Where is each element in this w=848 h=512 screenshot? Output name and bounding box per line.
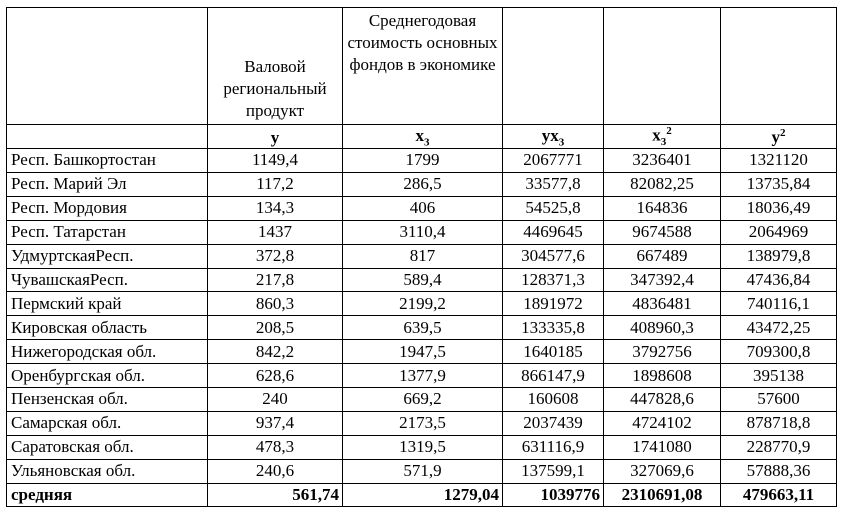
value-y: 240,6 [208, 459, 343, 483]
region-name: Пензенская обл. [7, 387, 208, 411]
value-x3: 1377,9 [343, 364, 503, 388]
value-x3: 406 [343, 196, 503, 220]
value-x3: 286,5 [343, 172, 503, 196]
value-yx3: 866147,9 [503, 364, 604, 388]
value-y: 372,8 [208, 244, 343, 268]
header-fixed-assets: Среднегодовая стоимость основных фондов в экономике [343, 8, 503, 125]
value-x3: 639,5 [343, 316, 503, 340]
table-row [7, 387, 837, 411]
value-yx3: 2067771 [503, 149, 604, 173]
average-label: средняя [7, 483, 208, 506]
value-yx3: 128371,3 [503, 268, 604, 292]
value-yx3: 54525,8 [503, 196, 604, 220]
value-ysq: 138979,8 [721, 244, 837, 268]
symbol-yx3: $yx_3$ [503, 125, 604, 149]
average-y: 561,74 [208, 483, 343, 506]
value-ysq: 2064969 [721, 220, 837, 244]
average-yx3: 1039776 [503, 483, 604, 506]
value-yx3: 4469645 [503, 220, 604, 244]
average-ysq: 479663,11 [721, 483, 837, 506]
average-x3sq: 2310691,08 [604, 483, 721, 506]
value-ysq: 878718,8 [721, 411, 837, 435]
value-x3: 3110,4 [343, 220, 503, 244]
value-x3sq: 164836 [604, 196, 721, 220]
value-y: 937,4 [208, 411, 343, 435]
symbol-empty-cell [7, 125, 208, 149]
average-x3: 1279,04 [343, 483, 503, 506]
region-name: Самарская обл. [7, 411, 208, 435]
value-x3sq: 408960,3 [604, 316, 721, 340]
value-ysq: 709300,8 [721, 340, 837, 364]
value-x3sq: 82082,25 [604, 172, 721, 196]
value-x3: 1799 [343, 149, 503, 173]
header-gdp: Валовой региональный продукт [208, 8, 343, 125]
value-ysq: 57888,36 [721, 459, 837, 483]
value-ysq: 740116,1 [721, 292, 837, 316]
table-row [7, 220, 837, 244]
value-ysq: 43472,25 [721, 316, 837, 340]
region-name: Оренбургская обл. [7, 364, 208, 388]
value-y: 842,2 [208, 340, 343, 364]
value-x3: 589,4 [343, 268, 503, 292]
table-row [7, 292, 837, 316]
value-ysq: 1321120 [721, 149, 837, 173]
value-yx3: 1891972 [503, 292, 604, 316]
value-x3sq: 327069,6 [604, 459, 721, 483]
header-row [7, 8, 837, 125]
value-ysq: 57600 [721, 387, 837, 411]
value-x3: 1947,5 [343, 340, 503, 364]
value-x3: 669,2 [343, 387, 503, 411]
table-row [7, 364, 837, 388]
value-x3sq: 9674588 [604, 220, 721, 244]
value-y: 860,3 [208, 292, 343, 316]
value-y: 208,5 [208, 316, 343, 340]
value-x3sq: 447828,6 [604, 387, 721, 411]
value-ysq: 18036,49 [721, 196, 837, 220]
table-row [7, 172, 837, 196]
region-name: УдмуртскаяРесп. [7, 244, 208, 268]
value-y: 134,3 [208, 196, 343, 220]
symbol-x3: $x_3$ [343, 125, 503, 149]
value-ysq: 13735,84 [721, 172, 837, 196]
value-x3: 2199,2 [343, 292, 503, 316]
value-x3sq: 667489 [604, 244, 721, 268]
symbol-y: y [208, 125, 343, 149]
value-x3sq: 4724102 [604, 411, 721, 435]
header-empty-cell [7, 8, 208, 125]
header-yx3 [503, 8, 604, 125]
value-yx3: 133335,8 [503, 316, 604, 340]
region-name: Респ. Татарстан [7, 220, 208, 244]
value-yx3: 137599,1 [503, 459, 604, 483]
table-row [7, 268, 837, 292]
table-row [7, 316, 837, 340]
value-y: 1149,4 [208, 149, 343, 173]
value-x3: 571,9 [343, 459, 503, 483]
value-x3sq: 1741080 [604, 435, 721, 459]
regression-table [6, 7, 837, 507]
value-x3sq: 3792756 [604, 340, 721, 364]
region-name: Респ. Мордовия [7, 196, 208, 220]
value-yx3: 33577,8 [503, 172, 604, 196]
table-row [7, 149, 837, 173]
value-ysq: 228770,9 [721, 435, 837, 459]
average-row [7, 483, 837, 506]
value-x3: 2173,5 [343, 411, 503, 435]
value-x3: 1319,5 [343, 435, 503, 459]
region-name: Нижегородская обл. [7, 340, 208, 364]
value-yx3: 2037439 [503, 411, 604, 435]
value-x3sq: 4836481 [604, 292, 721, 316]
value-y: 628,6 [208, 364, 343, 388]
value-y: 217,8 [208, 268, 343, 292]
region-name: Пермский край [7, 292, 208, 316]
value-x3sq: 3236401 [604, 149, 721, 173]
value-yx3: 1640185 [503, 340, 604, 364]
header-x3sq [604, 8, 721, 125]
region-name: Кировская область [7, 316, 208, 340]
value-x3: 817 [343, 244, 503, 268]
value-ysq: 47436,84 [721, 268, 837, 292]
region-name: Респ. Башкортостан [7, 149, 208, 173]
region-name: Саратовская обл. [7, 435, 208, 459]
table-row [7, 411, 837, 435]
symbol-row [7, 125, 837, 149]
value-ysq: 395138 [721, 364, 837, 388]
value-yx3: 160608 [503, 387, 604, 411]
value-yx3: 631116,9 [503, 435, 604, 459]
symbol-ysq: $y^2$ [721, 125, 837, 149]
value-x3sq: 347392,4 [604, 268, 721, 292]
region-name: ЧувашскаяРесп. [7, 268, 208, 292]
symbol-x3sq: $x_3^2$ [604, 125, 721, 149]
value-y: 1437 [208, 220, 343, 244]
table-row [7, 435, 837, 459]
table-row [7, 340, 837, 364]
region-name: Респ. Марий Эл [7, 172, 208, 196]
value-y: 117,2 [208, 172, 343, 196]
table-row [7, 244, 837, 268]
value-x3sq: 1898608 [604, 364, 721, 388]
header-ysq [721, 8, 837, 125]
table-row [7, 459, 837, 483]
value-y: 478,3 [208, 435, 343, 459]
table-row [7, 196, 837, 220]
value-yx3: 304577,6 [503, 244, 604, 268]
region-name: Ульяновская обл. [7, 459, 208, 483]
value-y: 240 [208, 387, 343, 411]
